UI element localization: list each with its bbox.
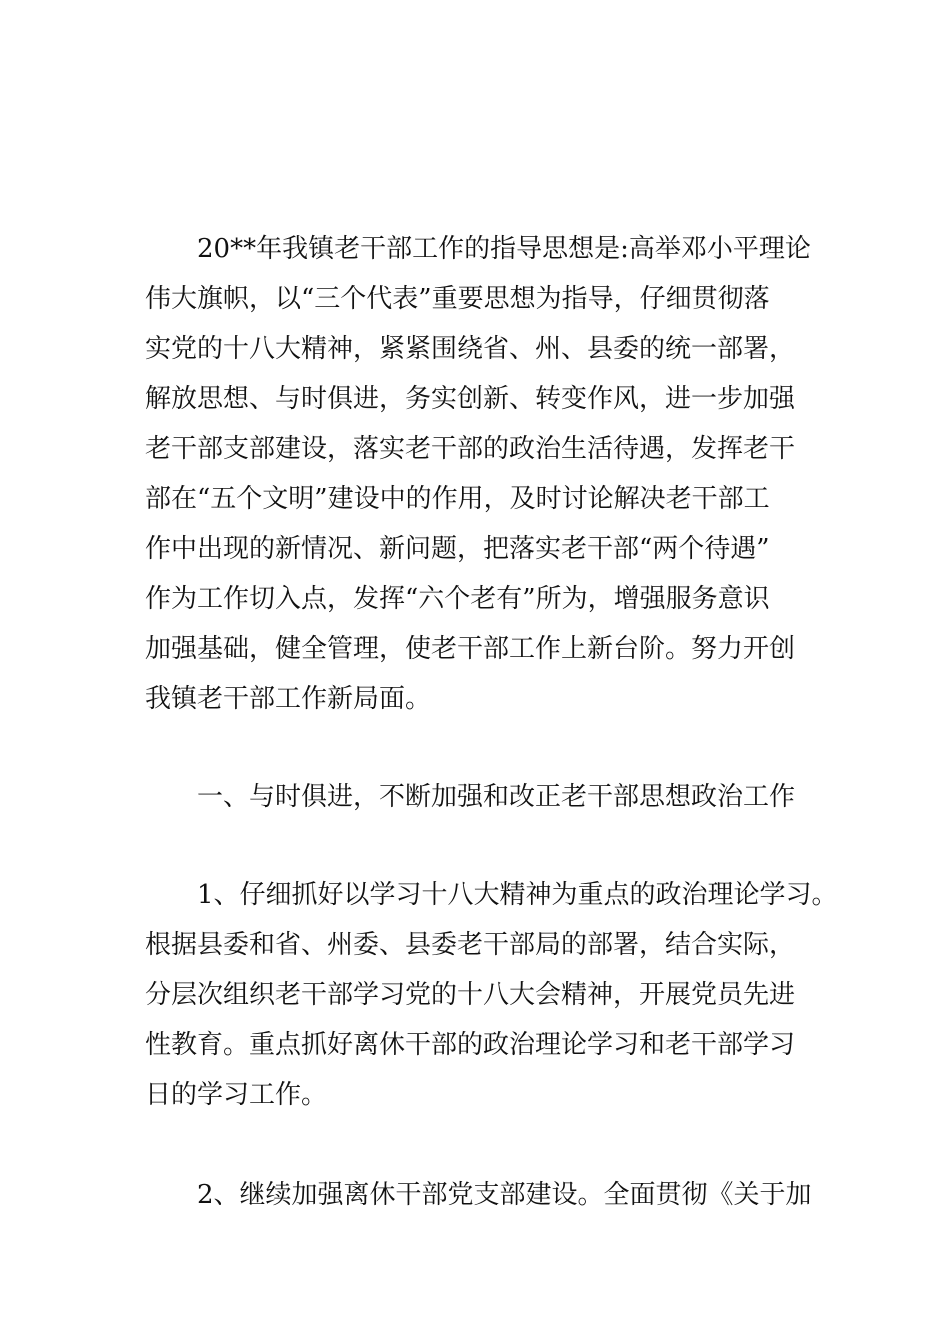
item-1-paragraph — [145, 870, 838, 1120]
text-line: 我镇老干部工作新局面。 — [145, 684, 432, 714]
text-line: 20**年我镇老干部工作的指导思想是:高举邓小平理论 — [197, 234, 811, 264]
text-line: 加强基础，健全管理，使老干部工作上新台阶。努力开创 — [145, 634, 796, 664]
text-line: 性教育。重点抓好离休干部的政治理论学习和老干部学习 — [145, 1030, 796, 1060]
text-line: 实党的十八大精神，紧紧围绕省、州、县委的统一部署， — [145, 334, 796, 364]
text-line: 部在“五个文明”建设中的作用，及时讨论解决老干部工 — [145, 484, 770, 514]
heading-text: 一、与时俱进，不断加强和改正老干部思想政治工作 — [197, 782, 796, 812]
intro-paragraph — [145, 224, 825, 724]
text-line: 根据县委和省、州委、县委老干部局的部署，结合实际， — [145, 930, 796, 960]
text-line: 1、仔细抓好以学习十八大精神为重点的政治理论学习。 — [197, 880, 838, 910]
text-line: 作中出现的新情况、新问题，把落实老干部“两个待遇” — [145, 534, 770, 564]
item-2-paragraph — [145, 1170, 825, 1220]
text-line: 作为工作切入点，发挥“六个老有”所为，增强服务意识 — [145, 584, 770, 614]
text-line: 解放思想、与时俱进，务实创新、转变作风，进一步加强 — [145, 384, 796, 414]
text-line: 2、继续加强离休干部党支部建设。全面贯彻《关于加 — [197, 1180, 812, 1210]
text-line: 分层次组织老干部学习党的十八大会精神，开展党员先进 — [145, 980, 796, 1010]
text-line: 老干部支部建设，落实老干部的政治生活待遇，发挥老干 — [145, 434, 796, 464]
text-line: 日的学习工作。 — [145, 1080, 328, 1110]
text-line: 伟大旗帜，以“三个代表”重要思想为指导，仔细贯彻落 — [145, 284, 770, 314]
section-heading-1 — [145, 772, 825, 822]
